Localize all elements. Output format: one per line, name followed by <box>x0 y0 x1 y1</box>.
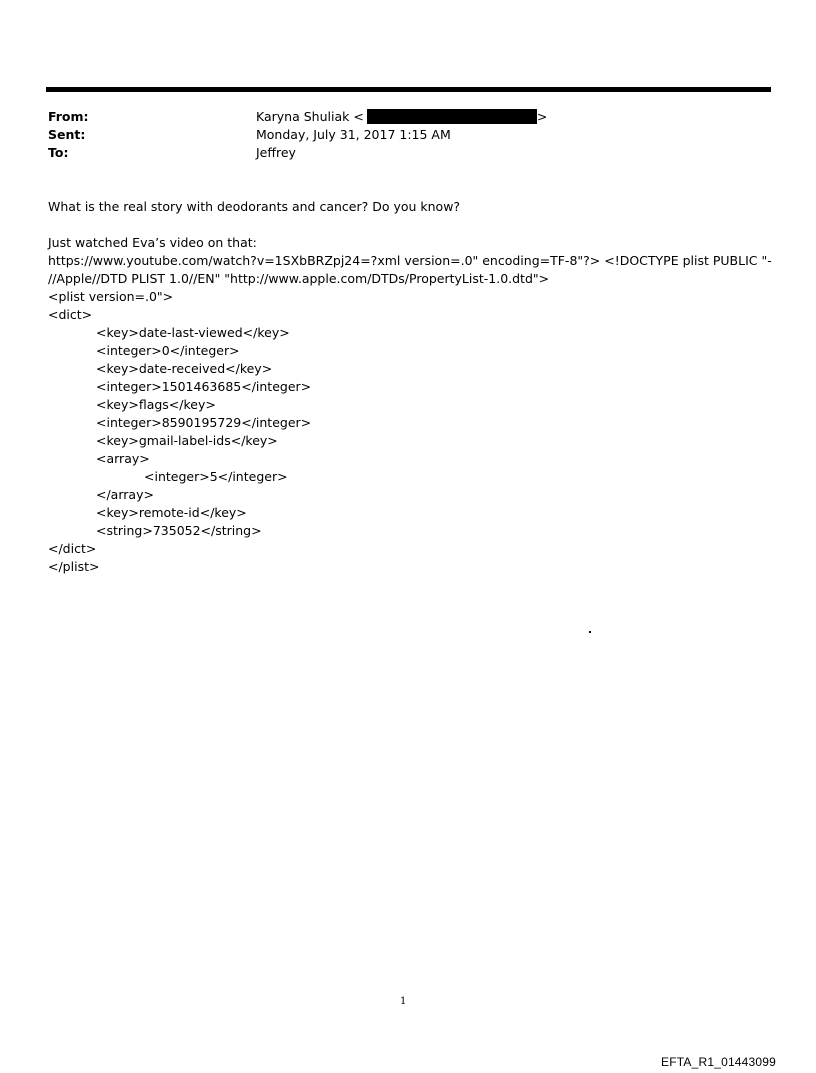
sent-value: Monday, July 31, 2017 1:15 AM <box>256 127 451 142</box>
header-rule <box>46 87 771 92</box>
plist-entry: <integer>8590195729</integer> <box>96 415 312 430</box>
stray-mark <box>589 631 591 633</box>
from-label: From: <box>48 109 89 124</box>
plist-entry: <key>flags</key> <box>96 397 216 412</box>
dict-open-line: <dict> <box>48 307 93 322</box>
sent-label: Sent: <box>48 127 86 142</box>
email-body <box>48 198 778 576</box>
plist-entry: <integer>0</integer> <box>96 343 240 358</box>
doctype-line: //Apple//DTD PLIST 1.0//EN" "http://www.apple.com/DTDs/PropertyList-1.0.dtd"> <box>48 271 550 286</box>
sender-name: Karyna Shuliak <box>256 109 350 124</box>
plist-open-line: <plist version=.0"> <box>48 289 174 304</box>
redaction-box <box>367 109 537 124</box>
plist-close-line: </plist> <box>48 559 100 574</box>
plist-entry: <integer>1501463685</integer> <box>96 379 312 394</box>
email-open-bracket: < <box>353 109 364 124</box>
email-close-bracket: > <box>536 109 548 124</box>
plist-entry: <key>remote-id</key> <box>96 505 247 520</box>
page-number: 1 <box>400 996 407 1007</box>
intro-line: Just watched Eva’s video on that: <box>48 235 257 250</box>
plist-entry: <key>gmail-label-ids</key> <box>96 433 278 448</box>
to-value: Jeffrey <box>256 145 296 160</box>
to-label: To: <box>48 145 69 160</box>
plist-entry: </array> <box>96 487 154 502</box>
plist-entry: <key>date-received</key> <box>96 361 273 376</box>
plist-entry: <array> <box>96 451 150 466</box>
from-value <box>256 108 547 126</box>
question-line: What is the real story with deodorants and cancer? Do you know? <box>48 199 461 214</box>
plist-entry: <string>735052</string> <box>96 523 262 538</box>
dict-close-line: </dict> <box>48 541 97 556</box>
document-id: EFTA_R1_01443099 <box>661 1055 777 1069</box>
plist-entry: <key>date-last-viewed</key> <box>96 325 290 340</box>
url-line: https://www.youtube.com/watch?v=1SXbBRZpj24=?xml version=.0" encoding=TF-8"?> <!DOCTYPE plist PUBLIC "- <box>48 253 772 268</box>
plist-nested-entry: <integer>5</integer> <box>144 469 288 484</box>
